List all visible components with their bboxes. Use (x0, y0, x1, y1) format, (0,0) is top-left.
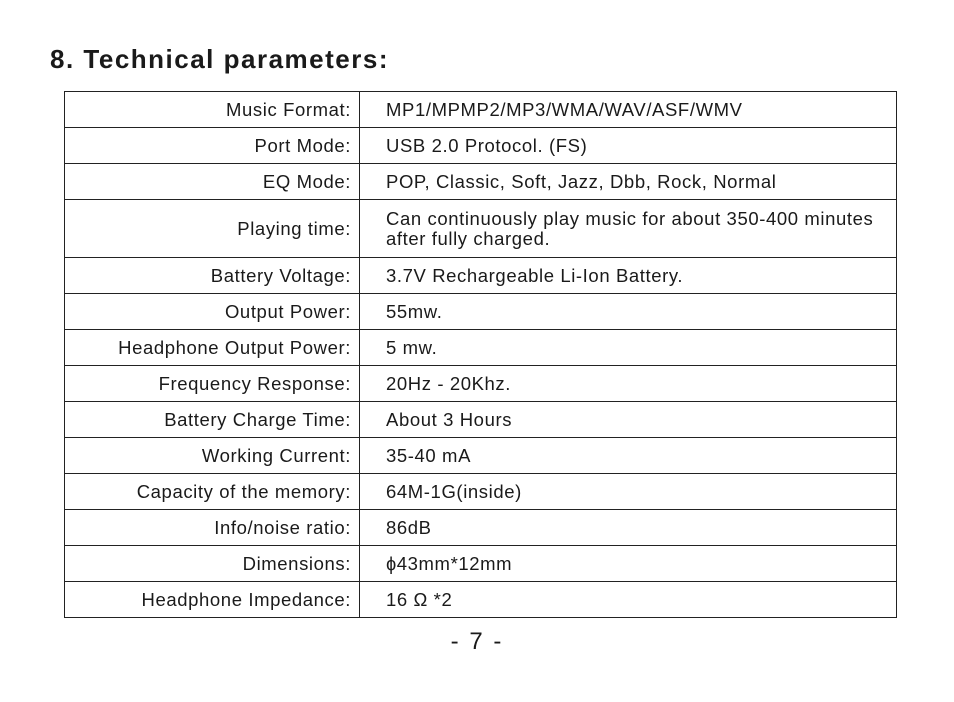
table-row (65, 258, 897, 294)
table-row (65, 402, 897, 438)
parameter-value: Can continuously play music for about 350-400 minutes after fully charged. (360, 200, 897, 258)
table-row (65, 582, 897, 618)
parameter-value: ɸ43mm*12mm (360, 546, 897, 582)
parameter-label: Headphone Impedance: (65, 582, 360, 618)
table-row (65, 546, 897, 582)
parameter-label: Headphone Output Power: (65, 330, 360, 366)
parameter-label: Info/noise ratio: (65, 510, 360, 546)
table-row (65, 164, 897, 200)
table-row (65, 510, 897, 546)
section-heading: 8. Technical parameters: (50, 44, 389, 74)
table-row (65, 92, 897, 128)
parameter-label: Battery Charge Time: (65, 402, 360, 438)
parameter-label: Battery Voltage: (65, 258, 360, 294)
parameter-value: 3.7V Rechargeable Li-Ion Battery. (360, 258, 897, 294)
table-row (65, 366, 897, 402)
parameter-label: Frequency Response: (65, 366, 360, 402)
parameter-value: About 3 Hours (360, 402, 897, 438)
parameter-label: Output Power: (65, 294, 360, 330)
table-row (65, 294, 897, 330)
parameter-label: Music Format: (65, 92, 360, 128)
page-number: - 7 - (450, 628, 504, 655)
parameter-label: Dimensions: (65, 546, 360, 582)
parameter-label: EQ Mode: (65, 164, 360, 200)
technical-parameters-table (64, 91, 897, 618)
parameter-value: USB 2.0 Protocol. (FS) (360, 128, 897, 164)
parameter-value: 64M-1G(inside) (360, 474, 897, 510)
table-row (65, 474, 897, 510)
table-row (65, 330, 897, 366)
table-row (65, 128, 897, 164)
parameter-value: POP, Classic, Soft, Jazz, Dbb, Rock, Normal (360, 164, 897, 200)
parameter-value: MP1/MPMP2/MP3/WMA/WAV/ASF/WMV (360, 92, 897, 128)
parameter-value: 35-40 mA (360, 438, 897, 474)
parameter-value: 16 Ω *2 (360, 582, 897, 618)
parameter-value: 5 mw. (360, 330, 897, 366)
parameter-label: Working Current: (65, 438, 360, 474)
parameter-label: Capacity of the memory: (65, 474, 360, 510)
parameter-label: Playing time: (65, 200, 360, 258)
parameter-value: 20Hz - 20Khz. (360, 366, 897, 402)
table-row (65, 438, 897, 474)
parameter-value: 86dB (360, 510, 897, 546)
parameter-label: Port Mode: (65, 128, 360, 164)
table-row (65, 200, 897, 258)
parameter-value: 55mw. (360, 294, 897, 330)
